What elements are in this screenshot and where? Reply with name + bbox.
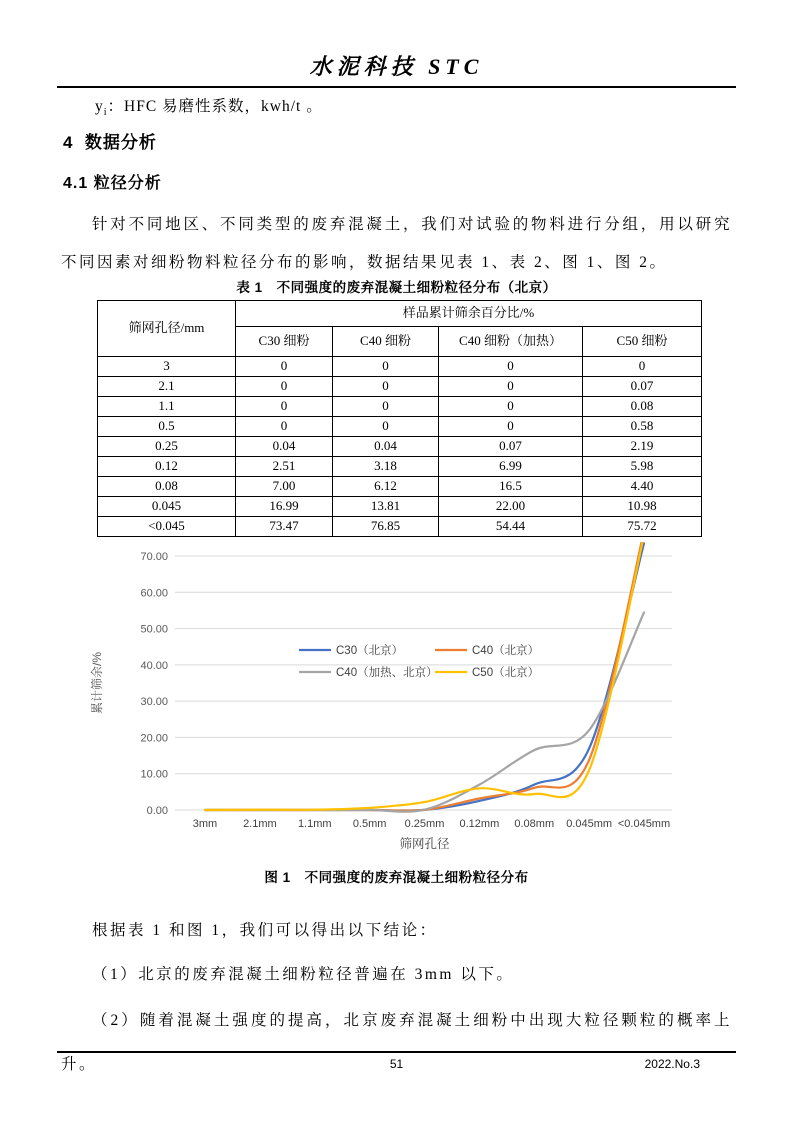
table-cell: 0 <box>236 377 333 397</box>
table1-sub-header: C50 细粉 <box>583 327 702 357</box>
table-cell: 2.19 <box>583 437 702 457</box>
subsection-heading: 4.1 粒径分析 <box>63 175 162 192</box>
table1-group-header: 样品累计筛余百分比/% <box>236 301 702 327</box>
table-cell: 0.045 <box>98 497 236 517</box>
table-cell: 0 <box>439 377 583 397</box>
table-cell: 0 <box>583 357 702 377</box>
legend-label: C40（加热、北京） <box>336 667 438 679</box>
y-tick-label: 60.00 <box>140 587 168 600</box>
series-line <box>205 613 644 812</box>
table-cell: 16.99 <box>236 497 333 517</box>
y-tick-label: 0.00 <box>146 805 168 817</box>
table-cell: 0.08 <box>583 397 702 417</box>
conclusion-intro: 根据表 1 和图 1，我们可以得出以下结论： <box>92 921 438 939</box>
table-cell: <0.045 <box>98 517 236 537</box>
table-cell: 0 <box>333 377 439 397</box>
table-cell: 5.98 <box>583 457 702 477</box>
table-cell: 54.44 <box>439 517 583 537</box>
table-row <box>98 417 702 437</box>
table-cell: 6.99 <box>439 457 583 477</box>
variable-note <box>95 94 323 118</box>
section-heading: 4 数据分析 <box>63 133 157 152</box>
table-cell: 0 <box>236 357 333 377</box>
table-row <box>98 357 702 377</box>
x-tick-label: 0.5mm <box>352 818 387 830</box>
table1-sub-header: C30 细粉 <box>236 327 333 357</box>
y-tick-label: 20.00 <box>140 732 168 745</box>
variable-symbol: y <box>95 98 104 115</box>
x-tick-label: <0.045mm <box>617 818 671 830</box>
table-cell: 10.98 <box>583 497 702 517</box>
table-cell: 76.85 <box>333 517 439 537</box>
table-cell: 0 <box>439 397 583 417</box>
table-cell: 3 <box>98 357 236 377</box>
table-row <box>98 437 702 457</box>
table-cell: 0.5 <box>98 417 236 437</box>
footer-rule <box>57 1051 736 1053</box>
table-row <box>98 497 702 517</box>
header-rule <box>57 86 736 88</box>
table-row <box>98 397 702 417</box>
y-tick-label: 30.00 <box>140 696 168 709</box>
table-cell: 0 <box>333 397 439 417</box>
table1-sub-header: C40 细粉 <box>333 327 439 357</box>
conclusion-item-2: （2）随着混凝土强度的提高，北京废弃混凝土细粉中出现大粒径颗粒的概率上升。 <box>61 1011 732 1073</box>
table1-corner-header: 筛网孔径/mm <box>98 301 236 357</box>
x-tick-label: 0.25mm <box>404 818 445 830</box>
table-cell: 0 <box>439 417 583 437</box>
x-tick-label: 2.1mm <box>243 818 277 830</box>
figure1-chart <box>85 540 745 858</box>
y-axis-title: 累计筛余/% <box>90 651 104 715</box>
page-number: 51 <box>389 1057 404 1071</box>
table1-caption: 表 1 不同强度的废弃混凝土细粉粒径分布（北京） <box>236 280 557 295</box>
x-tick-label: 0.045mm <box>566 818 613 830</box>
x-tick-label: 1.1mm <box>297 818 332 830</box>
table-cell: 0.58 <box>583 417 702 437</box>
y-tick-label: 40.00 <box>140 659 168 672</box>
table-cell: 0 <box>236 397 333 417</box>
legend-label: C30（北京） <box>336 645 404 657</box>
x-tick-label: 0.08mm <box>514 818 555 830</box>
table-cell: 13.81 <box>333 497 439 517</box>
table-cell: 1.1 <box>98 397 236 417</box>
variable-note-text: ：HFC 易磨性系数，kwh/t 。 <box>107 98 323 115</box>
table-cell: 0.25 <box>98 437 236 457</box>
x-tick-label: 3mm <box>192 818 218 830</box>
table-cell: 0 <box>236 417 333 437</box>
table1-sub-header: C40 细粉（加热） <box>439 327 583 357</box>
y-tick-label: 70.00 <box>140 551 168 563</box>
journal-header-title: 水泥科技 STC <box>309 54 484 79</box>
conclusion-item-1: （1）北京的废弃混凝土细粉粒径普遍在 3mm 以下。 <box>92 965 515 983</box>
y-tick-label: 10.00 <box>140 768 168 781</box>
table-cell: 0 <box>439 357 583 377</box>
legend-label: C50（北京） <box>472 667 540 679</box>
table-row <box>98 377 702 397</box>
table-cell: 16.5 <box>439 477 583 497</box>
variable-subscript: i <box>103 107 108 119</box>
table1 <box>97 300 702 537</box>
x-axis-title: 筛网孔径 <box>399 837 450 851</box>
table-cell: 7.00 <box>236 477 333 497</box>
table-cell: 0.07 <box>439 437 583 457</box>
y-tick-label: 50.00 <box>140 623 168 636</box>
line-chart <box>85 540 745 858</box>
table-cell: 73.47 <box>236 517 333 537</box>
table-cell: 3.18 <box>333 457 439 477</box>
issue-number: 2022.No.3 <box>644 1057 700 1071</box>
table-cell: 2.51 <box>236 457 333 477</box>
x-tick-label: 0.12mm <box>459 818 500 830</box>
table-cell: 0.04 <box>236 437 333 457</box>
table-cell: 2.1 <box>98 377 236 397</box>
table-row <box>98 477 702 497</box>
table-cell: 0.12 <box>98 457 236 477</box>
table-cell: 0.04 <box>333 437 439 457</box>
table-row <box>98 457 702 477</box>
table-cell: 0 <box>333 357 439 377</box>
table-cell: 0 <box>333 417 439 437</box>
intro-paragraph: 针对不同地区、不同类型的废弃混凝土，我们对试验的物料进行分组，用以研究不同因素对细粉物料粒径分布的影响，数据结果见表 1、表 2、图 1、图 2。 <box>61 215 732 271</box>
table-cell: 6.12 <box>333 477 439 497</box>
legend-label: C40（北京） <box>472 645 540 657</box>
figure1-caption: 图 1 不同强度的废弃混凝土细粉粒径分布 <box>264 870 529 885</box>
table-row <box>98 517 702 537</box>
table-cell: 0.08 <box>98 477 236 497</box>
table-cell: 4.40 <box>583 477 702 497</box>
table-cell: 75.72 <box>583 517 702 537</box>
table-cell: 22.00 <box>439 497 583 517</box>
table-cell: 0.07 <box>583 377 702 397</box>
